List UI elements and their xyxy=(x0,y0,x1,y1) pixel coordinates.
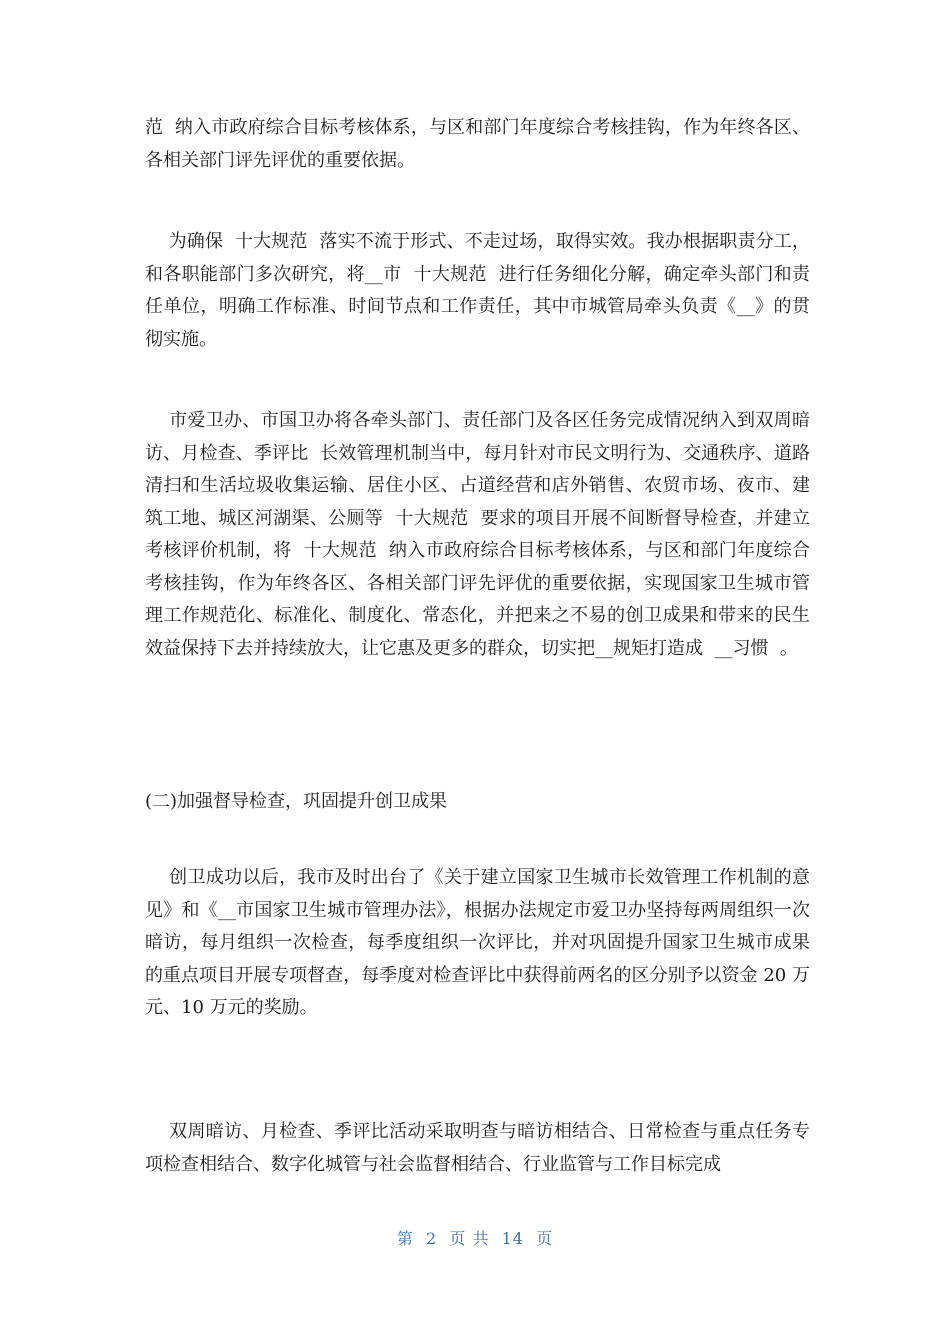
page-number-footer: 第 2 页 共 14 页 xyxy=(396,1229,554,1248)
paragraph-2: 为确保 十大规范 落实不流于形式、不走过场，取得实效。我办根据职责分工，和各职能部门多次研究，将__市 十大规范 进行任务细化分解，确定牵头部门和责任单位，明确工作标准、时间节点和工作责任，其中市城管局牵头负责《__》的贯彻实施。 xyxy=(145,231,810,350)
paragraph-3: 市爱卫办、市国卫办将各牵头部门、责任部门及各区任务完成情况纳入到双周暗访、月检查、季评比 长效管理机制当中，每月针对市民文明行为、交通秩序、道路清扫和生活垃圾收集运输、居住小区、占道经营和店外销售、农贸市场、夜市、建筑工地、城区河湖渠、公厕等 十大规范 要求的项目开展不间断督导检查，并建立考核评价机制，将 十大规范 纳入市政府综合目标考核体系，与区和部门年度综合考核挂钩，作为年终各区、各相关部门评先评优的重要依据，实现国家卫生城市管理工作规范化、标准化、制度化、常态化，并把来之不易的创卫成果和带来的民生效益保持下去并持续放大，让它惠及更多的群众，切实把__规矩打造成 __习惯 。 xyxy=(145,410,811,659)
paragraph-1: 范 纳入市政府综合目标考核体系，与区和部门年度综合考核挂钩，作为年终各区、各相关部门评先评优的重要依据。 xyxy=(145,117,810,171)
paragraph-5: 双周暗访、月检查、季评比活动采取明查与暗访相结合、日常检查与重点任务专项检查相结合、数字化城管与社会监督相结合、行业监管与工作目标完成 xyxy=(145,1121,811,1175)
paragraph-4: 创卫成功以后，我市及时出台了《关于建立国家卫生城市长效管理工作机制的意见》和《__市国家卫生城市管理办法》，根据办法规定市爱卫办坚持每两周组织一次暗访，每月组织一次检查，每季度组织一次评比，并对巩固提升国家卫生城市成果的重点项目开展专项督查，每季度对检查评比中获得前两名的区分别予以资金 20 万元、10 万元的奖励。 xyxy=(145,867,811,1018)
section-heading: (二)加强督导检查，巩固提升创卫成果 xyxy=(145,791,448,812)
